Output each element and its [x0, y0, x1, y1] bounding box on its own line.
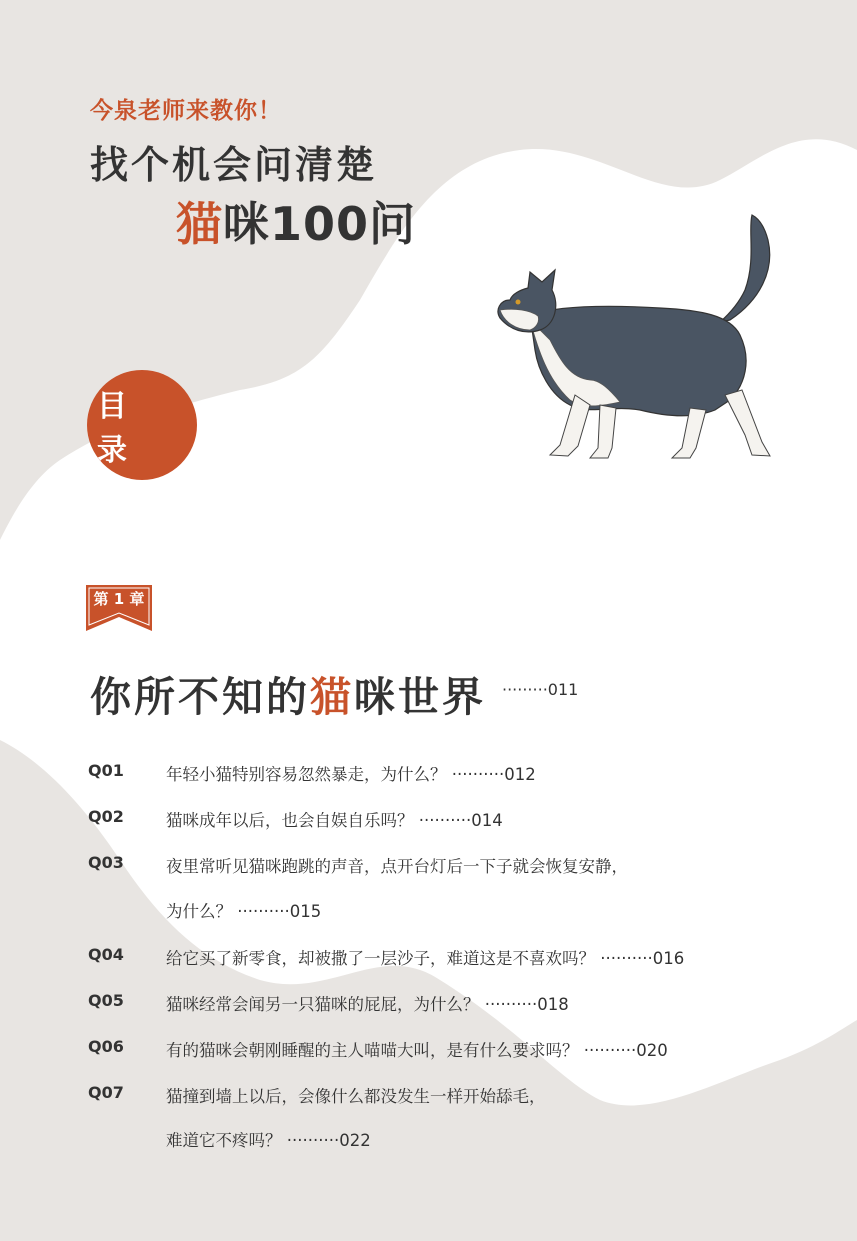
book-title-line2 — [176, 188, 416, 254]
chapter-title — [90, 664, 486, 723]
title-accent-char: 猫 — [176, 197, 223, 251]
series-subtitle: 今泉老师来教你！ — [90, 98, 282, 124]
question-number: Q06 — [88, 1037, 124, 1056]
question-number: Q04 — [88, 945, 124, 964]
title-rest: 咪100问 — [223, 197, 417, 251]
question-text: 猫咪成年以后，也会自娱自乐吗？ ··········014 — [166, 811, 503, 830]
question-text: 有的猫咪会朝刚睡醒的主人喵喵大叫，是有什么要求吗？ ··········020 — [166, 1041, 668, 1060]
toc-badge — [87, 370, 197, 480]
question-number: Q01 — [88, 761, 124, 780]
question-text: 夜里常听见猫咪跑跳的声音，点开台灯后一下子就会恢复安静， — [166, 857, 628, 876]
question-text: 年轻小猫特别容易忽然暴走，为什么？ ··········012 — [166, 765, 536, 784]
question-text-continued: 难道它不疼吗？ ··········022 — [166, 1131, 371, 1150]
question-number: Q02 — [88, 807, 124, 826]
book-title-line1: 找个机会问清楚 — [90, 143, 378, 187]
question-number: Q05 — [88, 991, 124, 1010]
question-text: 给它买了新零食，却被撒了一层沙子，难道这是不喜欢吗？ ··········016 — [166, 949, 685, 968]
chapter-title-pre: 你所不知的 — [90, 673, 310, 721]
chapter-title-post: 咪世界 — [354, 673, 486, 721]
chapter-title-accent: 猫 — [310, 673, 354, 721]
chapter-tag-label: 第 1 章 — [93, 590, 145, 608]
chapter-page-ref: ·········011 — [502, 680, 579, 699]
question-number: Q03 — [88, 853, 124, 872]
toc-label: 目 录 — [97, 389, 137, 468]
question-text: 猫咪经常会闻另一只猫咪的屁屁，为什么？ ··········018 — [166, 995, 569, 1014]
question-number: Q07 — [88, 1083, 124, 1102]
question-text: 猫撞到墙上以后，会像什么都没发生一样开始舔毛， — [166, 1087, 546, 1106]
tuxedo-cat-illustration — [490, 210, 790, 470]
question-text-continued: 为什么？ ··········015 — [166, 902, 322, 921]
